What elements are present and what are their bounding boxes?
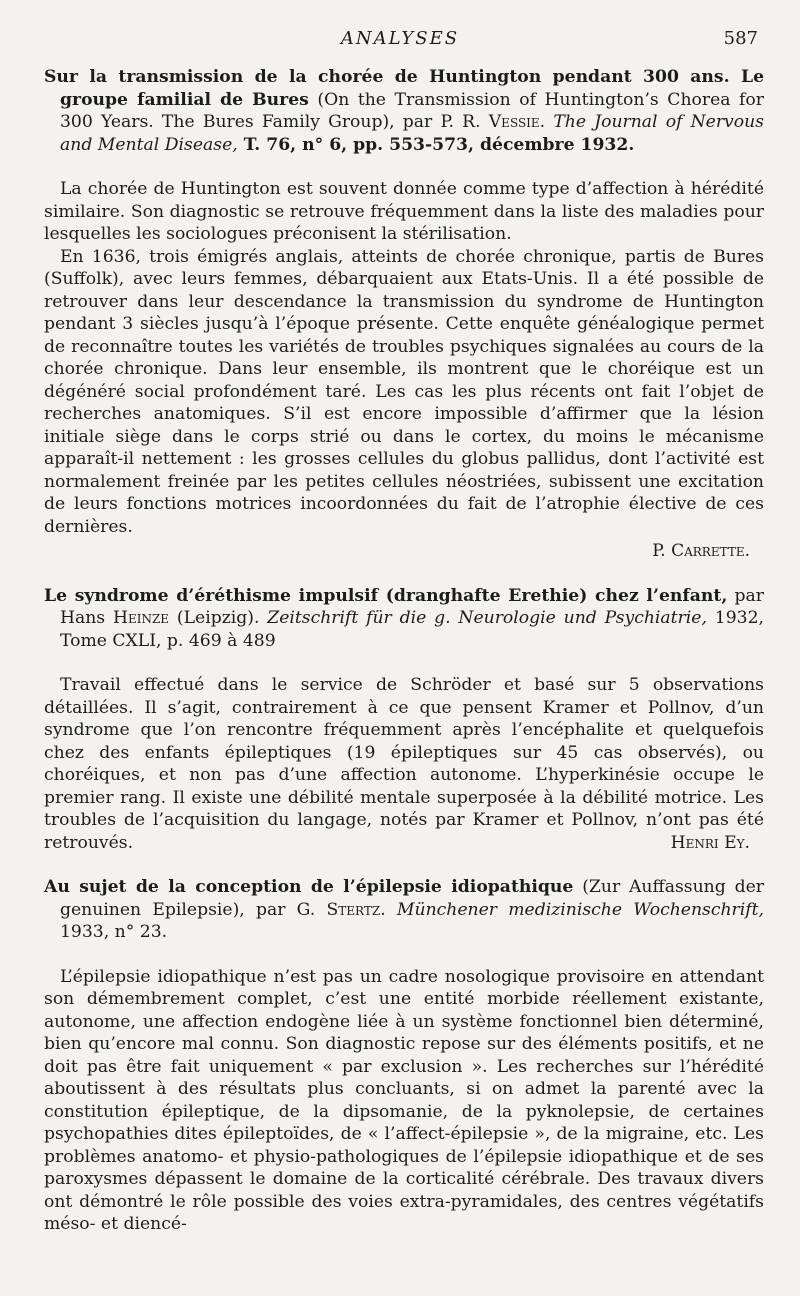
article-author: Stertz. bbox=[326, 899, 386, 920]
article-author-place: (Leipzig). bbox=[169, 608, 268, 628]
running-title: ANALYSES bbox=[340, 28, 460, 49]
article-title: Au sujet de la conception de l’épilepsie idiopathique bbox=[44, 877, 574, 897]
article-journal: The Journal of Nervous and Mental Disease, bbox=[60, 112, 764, 155]
article-title: Sur la transmission de la chorée de Huntington pendant 300 ans. Le groupe familial de Bures bbox=[44, 67, 764, 110]
article-paragraph bbox=[44, 674, 764, 854]
article-heading bbox=[44, 876, 764, 944]
article-heading bbox=[44, 66, 764, 156]
article-details: T. 76, n° 6, pp. 553-573, décembre 1932. bbox=[237, 134, 635, 155]
article-paragraph: La chorée de Huntington est souvent donnée comme type d’affection à hérédité similaire. Son diagnostic se retrouve fréquemment dans la liste des maladies pour lesquelles les sociologues préconisent la stérilisation. bbox=[44, 179, 764, 244]
review-article-erethisme bbox=[44, 585, 764, 855]
article-body bbox=[44, 674, 764, 854]
article-author: Vessie. bbox=[488, 112, 546, 132]
review-article-huntington bbox=[44, 66, 764, 563]
article-details: 1932, Tome CXLI, p. 469 à 489 bbox=[60, 608, 764, 651]
article-signature: Henri Ey. bbox=[670, 832, 750, 853]
article-subtitle: par Hans bbox=[60, 585, 765, 628]
page-number: 587 bbox=[723, 28, 758, 49]
page-content bbox=[44, 66, 764, 1258]
article-title: Le syndrome d’éréthisme impulsif (dranghafte Erethie) chez l’enfant, bbox=[44, 585, 728, 606]
article-body bbox=[44, 966, 764, 1236]
article-paragraph: En 1636, trois émigrés anglais, atteints de chorée chronique, partis de Bures (Suffolk), avec leurs femmes, débarquaient aux Etats-Unis. Il a été possible de retrouver dans leur descendance la transmission du syndrome de Huntington pendant 3 siècles jusqu’à l’époque présente. Cette enquête généalogique permet de reconnaître toutes les variétés de troubles psychiques signalées au cours de la chorée chronique. Dans leur ensemble, ils montrent que le choréique est un dégénéré social profondément taré. Les cas les plus récents ont fait l’objet de recherches anatomiques. S’il est encore impossible d’affirmer que la lésion initiale siège dans le corps strié ou dans le cortex, du moins le mécanisme apparaît-il nettement : les grosses cellules du globus pallidus, dont l’activité est normalement freinée par les petites cellules néostriées, subissent une excitation de leurs fonctions motrices incoordonnées du fait de l’atrophie élective de ces dernières. bbox=[44, 246, 764, 537]
running-head bbox=[0, 28, 800, 54]
article-journal: Zeitschrift für die g. Neurologie und Psychiatrie, bbox=[267, 608, 707, 628]
article-signature: P. Carrette. bbox=[652, 541, 750, 561]
article-subtitle: (Zur Auffassung der genuinen Epilepsie), par G. bbox=[60, 877, 764, 920]
article-author: Heinze bbox=[112, 608, 170, 628]
article-paragraph-text: Travail effectué dans le service de Schröder et basé sur 5 observations détaillées. Il s’agit, contrairement à ce que pensent Kramer et Pollnov, d’un syndrome que l’on rencontre fréquemment après l’encéphalite et quelquefois chez des enfants épileptiques (19 épileptiques sur 45 cas observés), ou choréiques, et non pas d’une affection autonome. L’hyperkinésie occupe le premier rang. Il existe une débilité mentale superposée à la débilité motrice. Les troubles de l’acquisition du langage, notés par Kramer et Pollnov, n’ont pas été retrouvés. bbox=[44, 675, 764, 853]
article-details: 1933, n° 23. bbox=[60, 922, 168, 942]
article-journal: Münchener medizinische Wochenschrift, bbox=[385, 899, 764, 920]
article-paragraph: L’épilepsie idiopathique n’est pas un cadre nosologique provisoire en attendant son démembrement complet, c’est une entité morbide réellement existante, autonome, une affection endogène liée à un système fonctionnel bien déterminé, bien qu’encore mal connu. Son diagnostic repose sur des éléments positifs, et ne doit pas être fait uniquement « par exclusion ». Les recherches sur l’hérédité aboutissent à des résultats plus concluants, si on admet la parenté avec la constitution épileptique, de la dipsomanie, de la pyknolepsie, de certaines psychopathies dites épileptoïdes, de « l’affect-épilepsie », de la migraine, etc. Les problèmes anatomo- et physio-pathologiques de l’épilepsie idiopathique et de ses paroxysmes dépassent le domaine de la corticalité cérébrale. Des travaux divers ont démontré le rôle possible des voies extra-pyramidales, des centres végétatifs méso- et diencé- bbox=[44, 966, 764, 1234]
review-article-epilepsie bbox=[44, 876, 764, 1236]
article-subtitle: (On the Transmission of Huntington’s Chorea for 300 Years. The Bures Family Group), par P. R. bbox=[60, 89, 764, 132]
article-heading bbox=[44, 585, 764, 653]
article-body bbox=[44, 178, 764, 538]
